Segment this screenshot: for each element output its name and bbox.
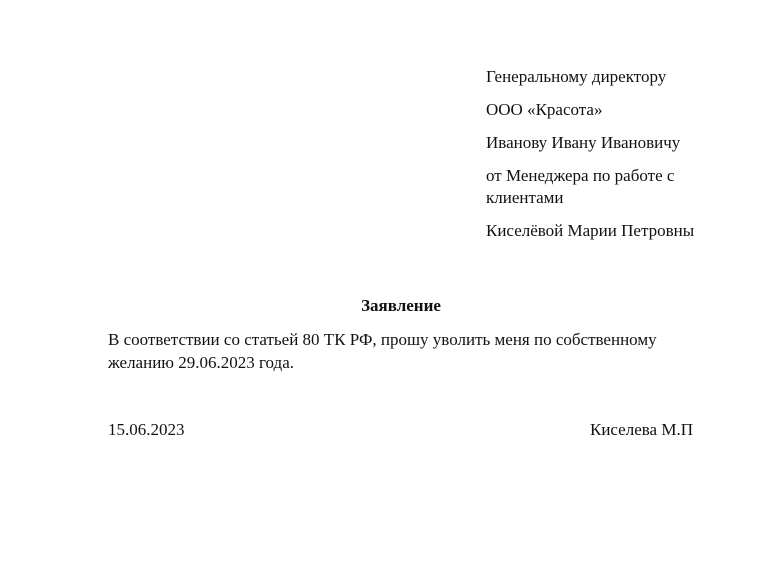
document-body: В соответствии со статьей 80 ТК РФ, прошу уволить меня по собственному желанию 29.06.2023 года.: [108, 330, 657, 372]
addressee-block: [486, 66, 736, 253]
addressee-position: Генеральному директору: [486, 67, 667, 86]
document-signature: Киселева М.П: [589, 420, 693, 439]
addressee-director-name: Иванову Ивану Ивановичу: [486, 133, 681, 152]
addressee-from-line: от Менеджера по работе с клиентами: [486, 166, 675, 207]
document-date: 15.06.2023: [108, 420, 185, 439]
addressee-company: ООО «Красота»: [486, 100, 603, 119]
addressee-employee-name: Киселёвой Марии Петровны: [486, 221, 695, 240]
document-title: Заявление: [361, 296, 441, 315]
